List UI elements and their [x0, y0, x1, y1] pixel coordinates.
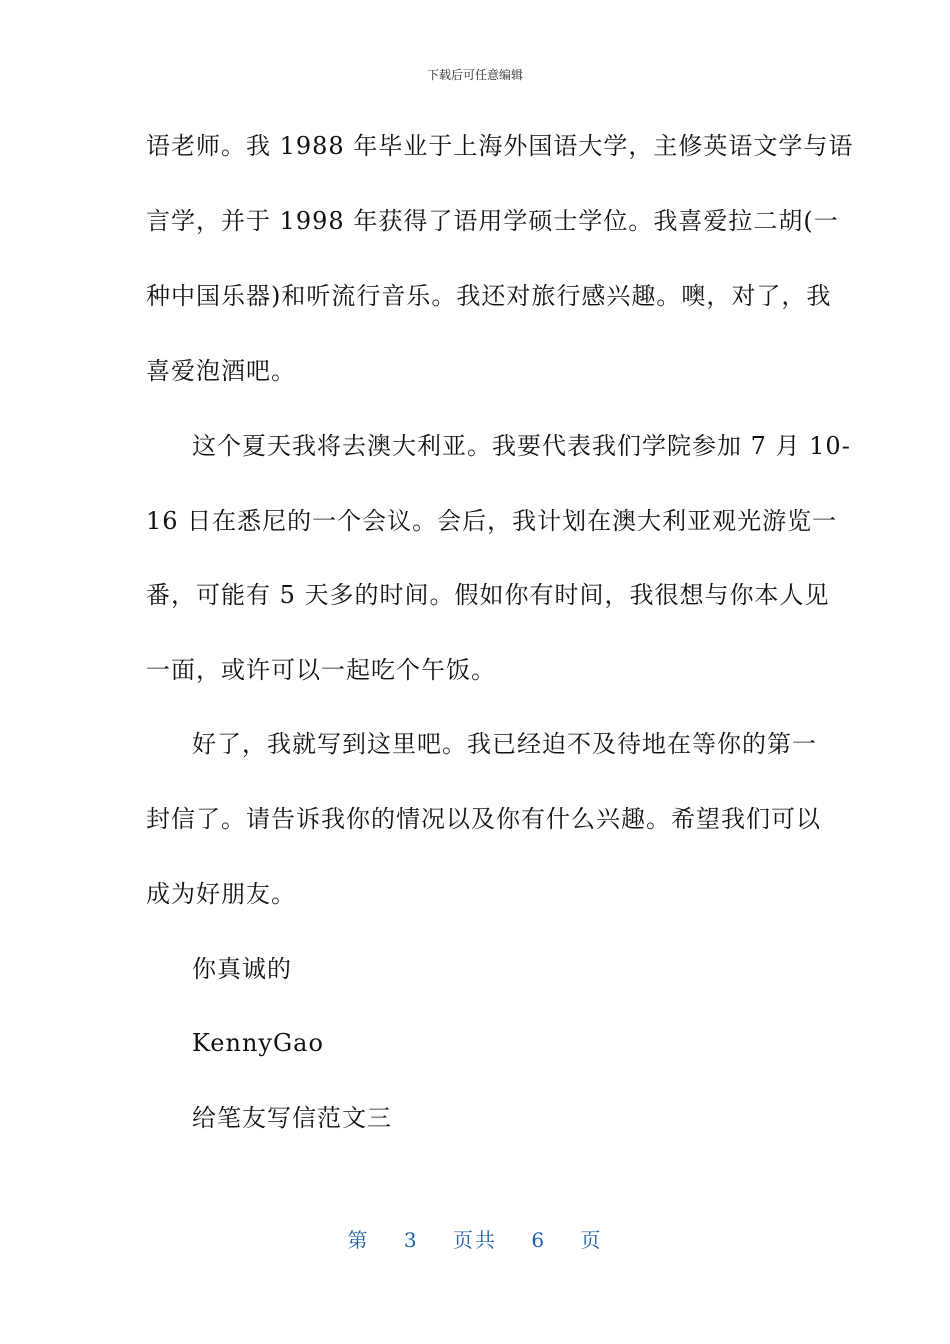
body-line: 种中国乐器)和听流行音乐。我还对旅行感兴趣。噢，对了，我 [146, 282, 832, 310]
body-line: 一面，或许可以一起吃个午饭。 [146, 656, 496, 684]
section-heading: 给笔友写信范文三 [192, 1104, 392, 1132]
body-line: 喜爱泡酒吧。 [146, 357, 296, 385]
body-line: 语老师。我 1988 年毕业于上海外国语大学，主修英语文学与语 [146, 132, 854, 160]
body-line: 番，可能有 5 天多的时间。假如你有时间，我很想与你本人见 [146, 581, 830, 609]
footer-page-end: 页 [580, 1228, 603, 1252]
footer-page-label: 第 [347, 1228, 370, 1252]
paragraph-start-line: 这个夏天我将去澳大利亚。我要代表我们学院参加 7 月 10- [192, 432, 851, 460]
paragraph-start-line: 好了，我就写到这里吧。我已经迫不及待地在等你的第一 [192, 730, 817, 758]
footer-page-total: 6 [531, 1228, 547, 1252]
body-line: 16 日在悉尼的一个会议。会后，我计划在澳大利亚观光游览一 [146, 507, 838, 535]
footer-page-current: 3 [403, 1228, 419, 1252]
signature-name: KennyGao [192, 1029, 324, 1057]
body-line: 封信了。请告诉我你的情况以及你有什么兴趣。希望我们可以 [146, 805, 821, 833]
body-line: 言学，并于 1998 年获得了语用学硕士学位。我喜爱拉二胡(一 [146, 207, 839, 235]
page-footer [0, 1224, 950, 1253]
header-note: 下载后可任意编辑 [426, 68, 523, 82]
closing-line: 你真诚的 [192, 955, 292, 983]
footer-page-mid: 页共 [453, 1228, 497, 1252]
body-line: 成为好朋友。 [146, 880, 296, 908]
